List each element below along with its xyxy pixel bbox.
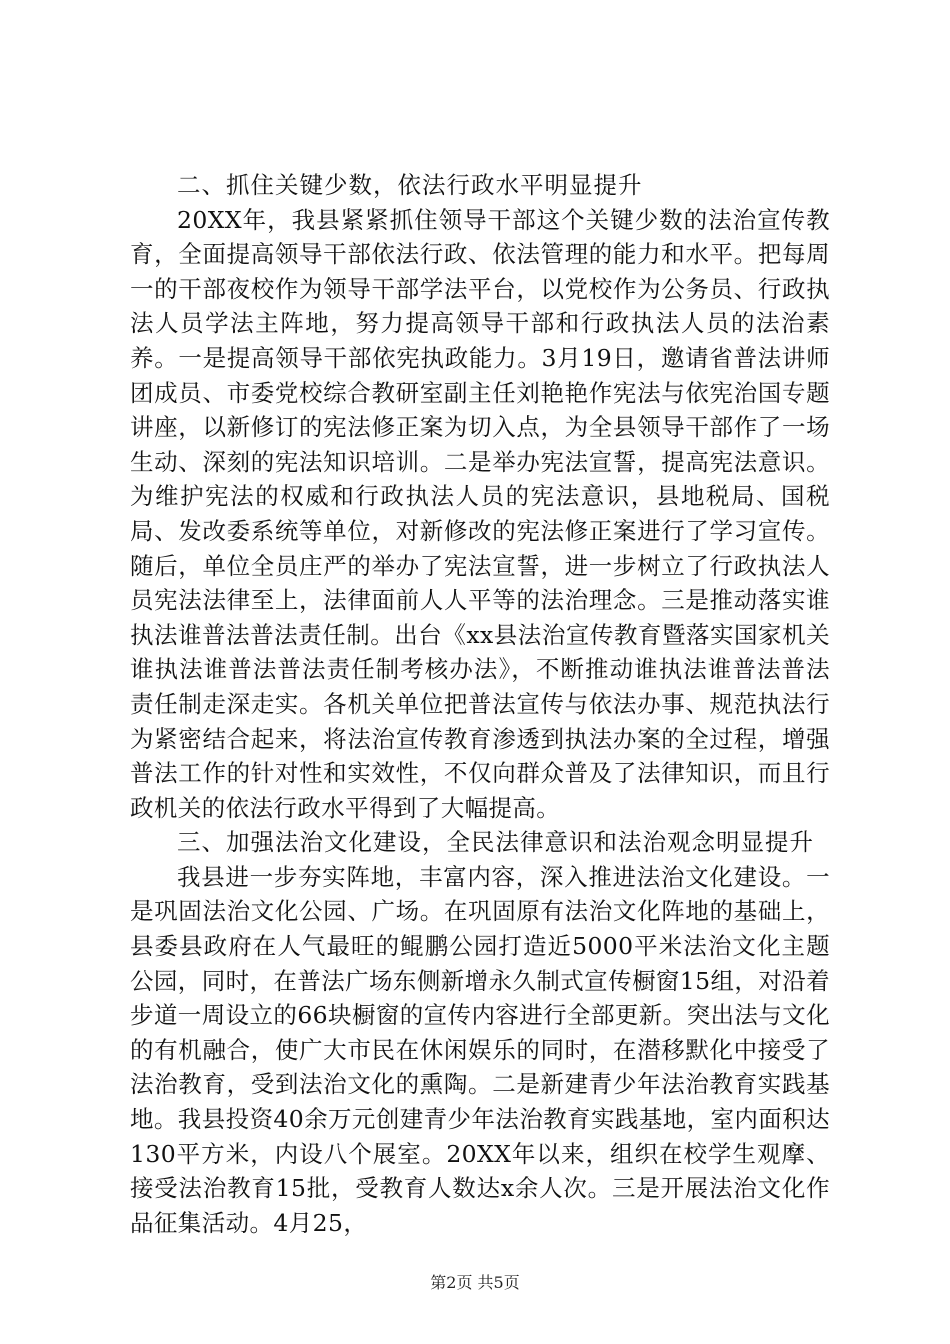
body-paragraph-2: 我县进一步夯实阵地，丰富内容，深入推进法治文化建设。一是巩固法治文化公园、广场。在巩固原有法治文化阵地的基础上，县委县政府在人气最旺的鲲鹏公园打造近5000平米法治文化主题公园，同时，在普法广场东侧新增永久制式宣传橱窗15组，对沿着步道一周设立的66块橱窗的宣传内容进行全部更新。突出法与文化的有机融合，使广大市民在休闲娱乐的同时，在潜移默化中接受了法治教育，受到法治文化的熏陶。二是新建青少年法治教育实践基地。我县投资40余万元创建青少年法治教育实践基地，室内面积达130平方米，内设八个展室。20XX年以来，组织在校学生观摩、接受法治教育15批，受教育人数达x余人次。三是开展法治文化作品征集活动。4月25， bbox=[130, 862, 830, 1237]
section-heading-3: 三、加强法治文化建设，全民法律意识和法治观念明显提升 bbox=[177, 828, 814, 857]
page-footer: 第2页 共5页 bbox=[430, 1273, 520, 1292]
section-heading-2: 二、抓住关键少数，依法行政水平明显提升 bbox=[177, 171, 643, 199]
body-paragraph-1: 20XX年，我县紧紧抓住领导干部这个关键少数的法治宣传教育，全面提高领导干部依法行政、依法管理的能力和水平。把每周一的干部夜校作为领导干部学法平台，以党校作为公务员、行政执法人员学法主阵地，努力提高领导干部和行政执法人员的法治素养。一是提高领导干部依宪执政能力。3月19日，邀请省普法讲师团成员、市委党校综合教研室副主任刘艳艳作宪法与依宪治国专题讲座，以新修订的宪法修正案为切入点，为全县领导干部作了一场生动、深刻的宪法知识培训。二是举办宪法宣誓，提高宪法意识。为维护宪法的权威和行政执法人员的宪法意识，县地税局、国税局、发改委系统等单位，对新修改的宪法修正案进行了学习宣传。随后，单位全员庄严的举办了宪法宣誓，进一步树立了行政执法人员宪法法律至上，法律面前人人平等的法治理念。三是推动落实谁执法谁普法普法责任制。出台《xx县法治宣传教育暨落实国家机关谁执法谁普法普法责任制考核办法》，不断推动谁执法谁普法普法责任制走深走实。各机关单位把普法宣传与依法办事、规范执法行为紧密结合起来，将法治宣传教育渗透到执法办案的全过程，增强普法工作的针对性和实效性，不仅向群众普及了法律知识，而且行政机关的依法行政水平得到了大幅提高。 bbox=[130, 205, 830, 822]
document-body bbox=[130, 168, 830, 1240]
